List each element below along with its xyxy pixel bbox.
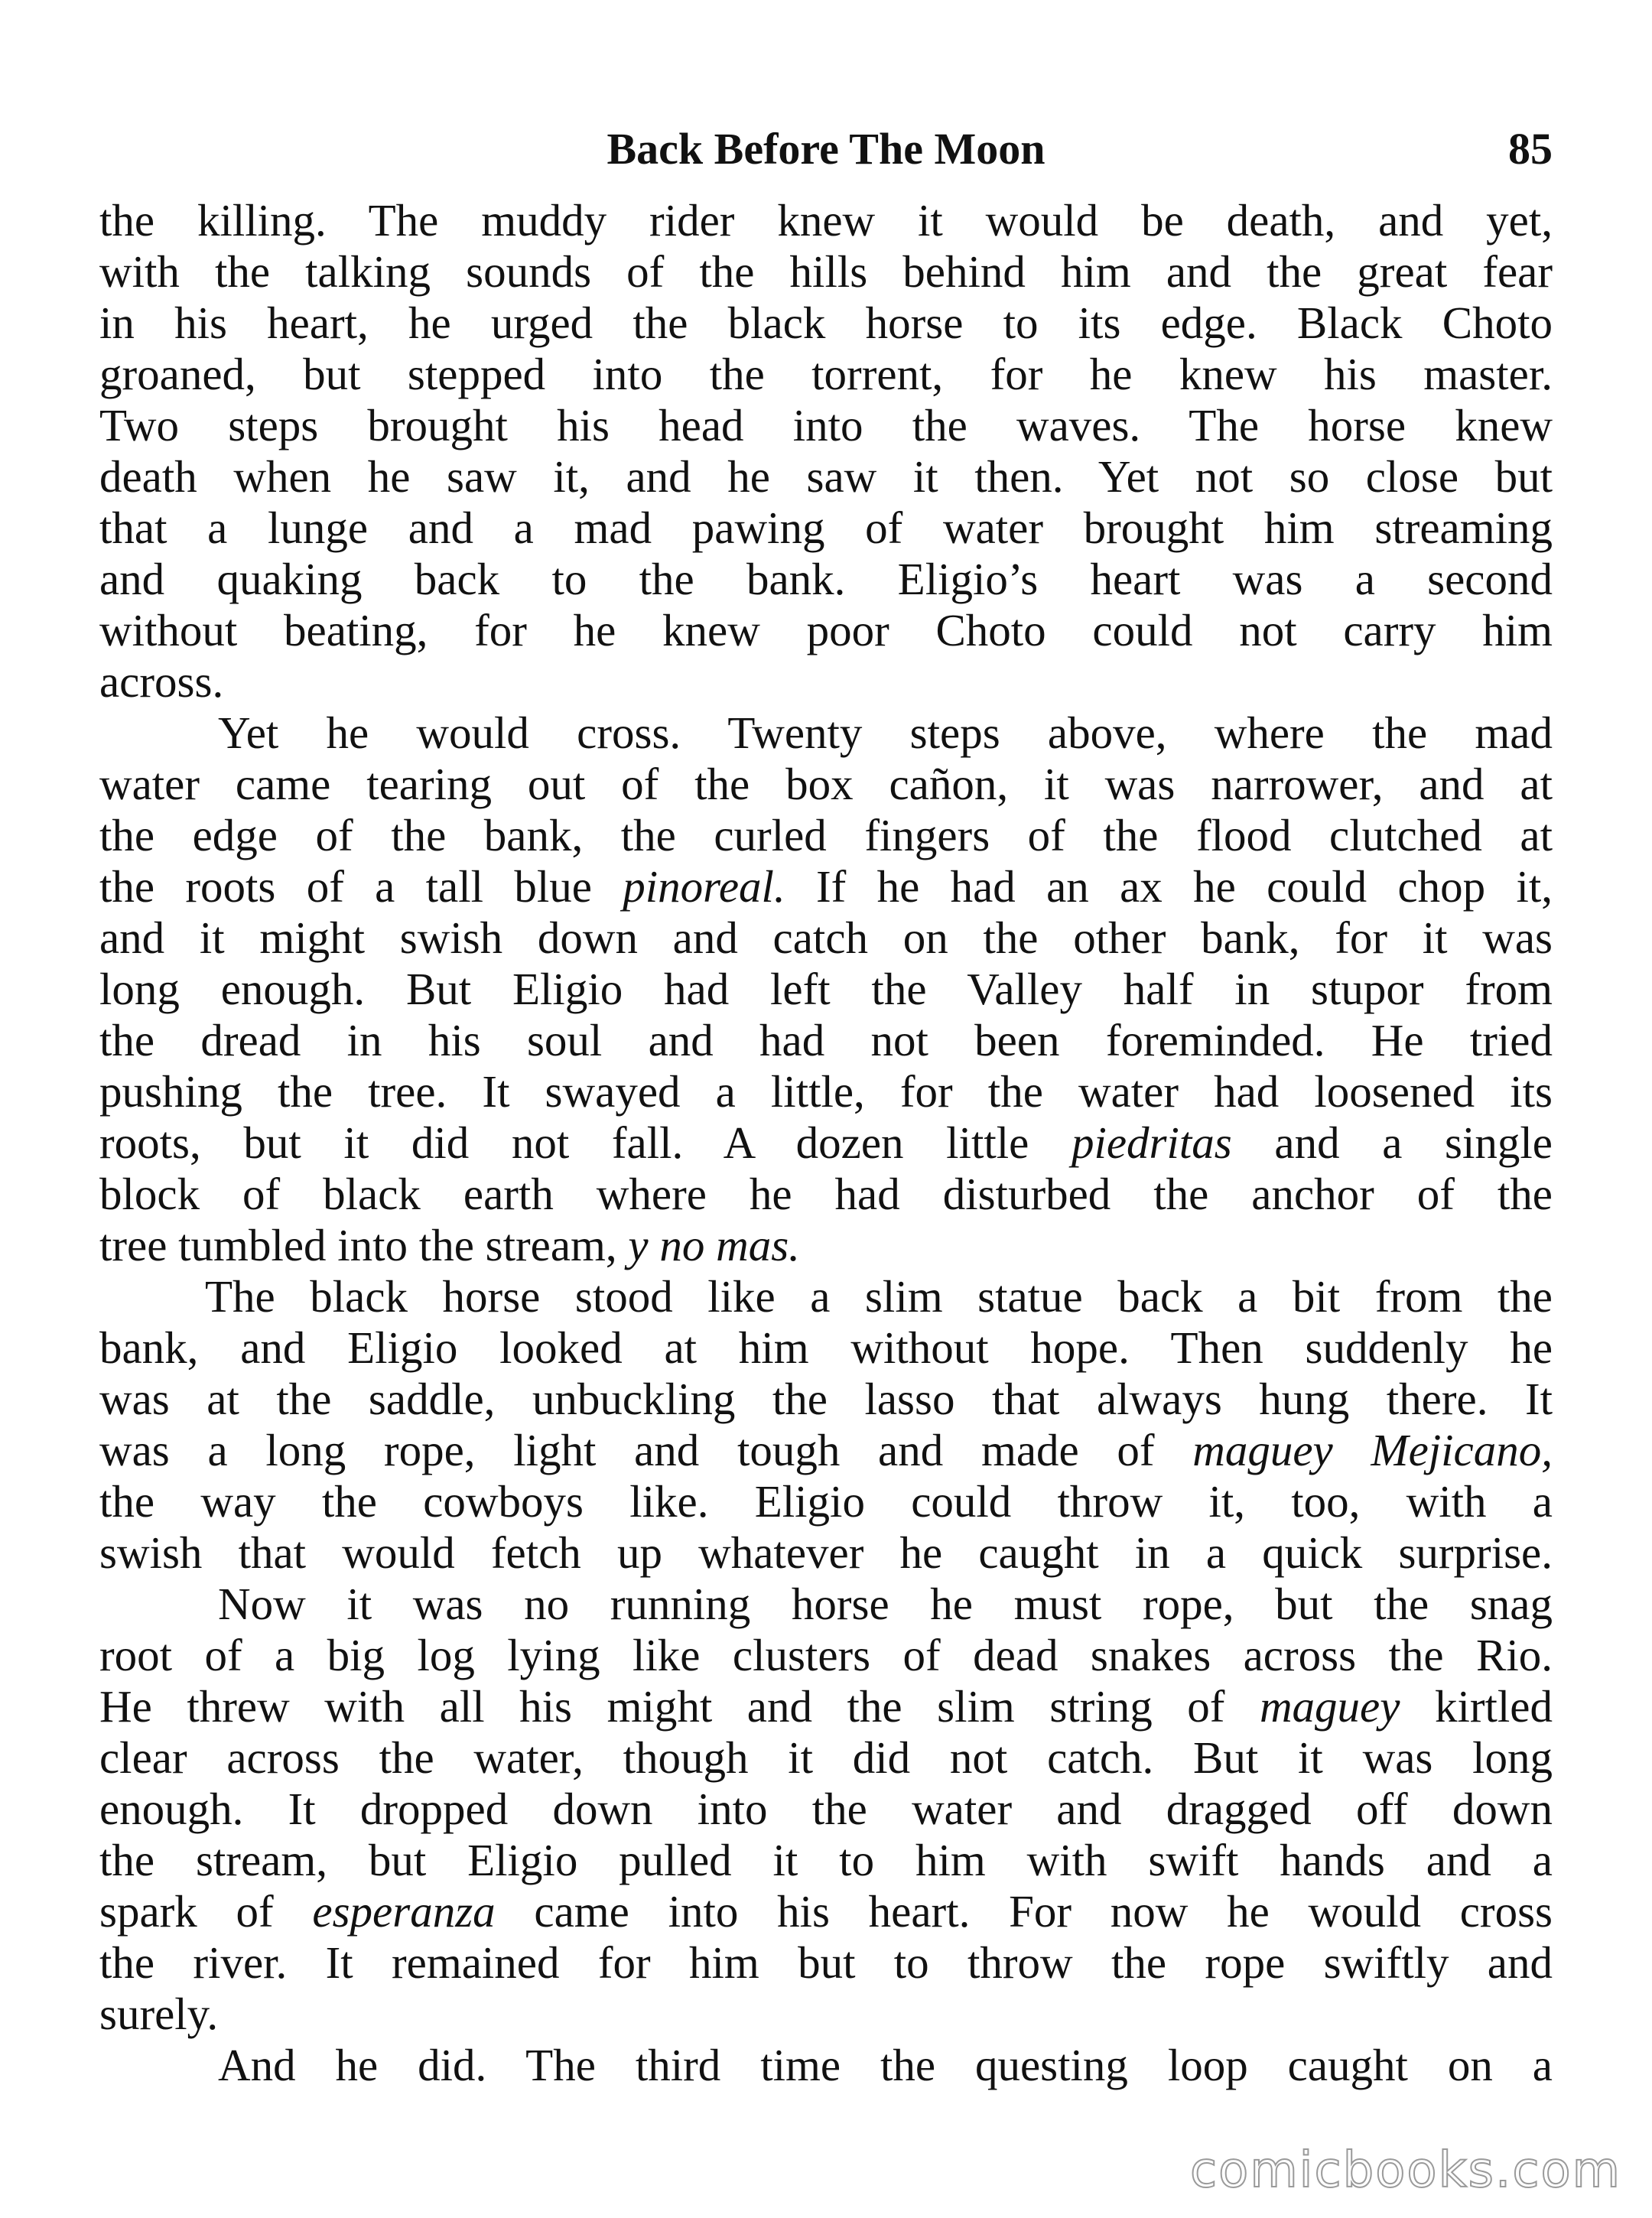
- text-line: water came tearing out of the box cañon, it was narrower, and at: [99, 759, 1553, 809]
- text-line: spark of esperanza came into his heart. For now he would cross: [99, 1886, 1553, 1937]
- text-line: Two steps brought his head into the waves. The horse knew: [99, 400, 1553, 450]
- text-line: And he did. The third time the questing loop caught on a: [218, 2040, 1553, 2090]
- running-title: Back Before The Moon: [606, 124, 1046, 174]
- text-line: was a long rope, light and tough and made of maguey Mejicano,: [99, 1425, 1553, 1475]
- text-line: across.: [99, 656, 224, 707]
- watermark-text: comicbooks.com: [1189, 2142, 1621, 2199]
- text-line: groaned, but stepped into the torrent, for he knew his master.: [99, 349, 1553, 399]
- text-line: long enough. But Eligio had left the Valley half in stupor from: [99, 964, 1553, 1014]
- text-line: clear across the water, though it did not catch. But it was long: [99, 1732, 1553, 1783]
- text-line: bank, and Eligio looked at him without hope. Then suddenly he: [99, 1322, 1553, 1373]
- text-line: tree tumbled into the stream, y no mas.: [99, 1220, 800, 1270]
- text-line: Now it was no running horse he must rope, but the snag: [218, 1579, 1553, 1629]
- text-line: without beating, for he knew poor Choto could not carry him: [99, 605, 1553, 655]
- text-line: death when he saw it, and he saw it then. Yet not so close but: [99, 451, 1553, 502]
- body-text: [99, 195, 1553, 2091]
- text-line: roots, but it did not fall. A dozen little piedritas and a single: [99, 1117, 1553, 1168]
- text-line: that a lunge and a mad pawing of water brought him streaming: [99, 502, 1553, 553]
- text-line: surely.: [99, 1989, 219, 2039]
- text-line: with the talking sounds of the hills behind him and the great fear: [99, 246, 1553, 297]
- text-line: in his heart, he urged the black horse to its edge. Black Choto: [99, 298, 1553, 348]
- text-line: the stream, but Eligio pulled it to him with swift hands and a: [99, 1835, 1553, 1885]
- text-line: swish that would fetch up whatever he caught in a quick surprise.: [99, 1527, 1553, 1578]
- text-line: and quaking back to the bank. Eligio’s heart was a second: [99, 554, 1553, 604]
- text-line: Yet he would cross. Twenty steps above, where the mad: [218, 707, 1553, 758]
- text-line: the dread in his soul and had not been foreminded. He tried: [99, 1015, 1553, 1065]
- text-line: The black horse stood like a slim statue back a bit from the: [205, 1271, 1553, 1322]
- text-line: block of black earth where he had disturbed the anchor of the: [99, 1169, 1553, 1219]
- text-line: root of a big log lying like clusters of dead snakes across the Rio.: [99, 1630, 1553, 1680]
- text-line: enough. It dropped down into the water and dragged off down: [99, 1784, 1553, 1834]
- text-line: the way the cowboys like. Eligio could throw it, too, with a: [99, 1476, 1553, 1527]
- text-line: the roots of a tall blue pinoreal. If he had an ax he could chop it,: [99, 861, 1553, 912]
- text-line: and it might swish down and catch on the other bank, for it was: [99, 912, 1553, 963]
- text-line: was at the saddle, unbuckling the lasso that always hung there. It: [99, 1374, 1553, 1424]
- text-line: the river. It remained for him but to throw the rope swiftly and: [99, 1937, 1553, 1988]
- text-line: He threw with all his might and the slim string of maguey kirtled: [99, 1681, 1553, 1732]
- page-number: 85: [1508, 124, 1553, 174]
- text-line: the killing. The muddy rider knew it would be death, and yet,: [99, 195, 1553, 246]
- text-line: the edge of the bank, the curled fingers of the flood clutched at: [99, 810, 1553, 860]
- text-line: pushing the tree. It swayed a little, for the water had loosened its: [99, 1066, 1553, 1117]
- running-head: [99, 119, 1553, 180]
